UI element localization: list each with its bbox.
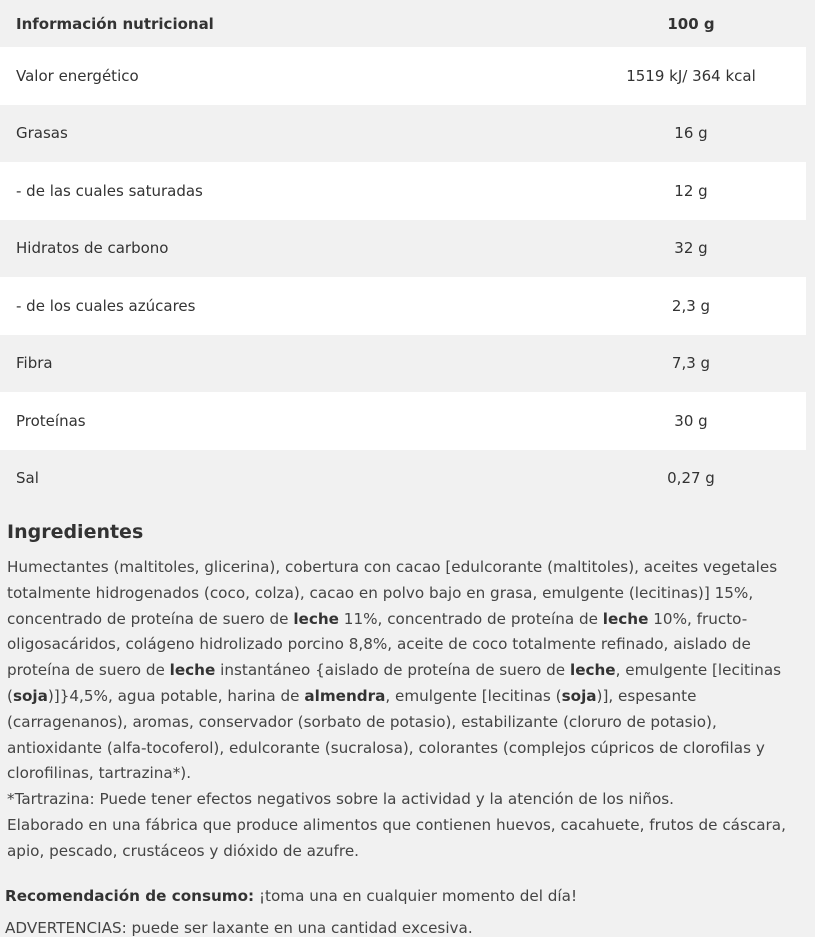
allergen-milk: leche bbox=[569, 661, 616, 680]
nutrient-label: Proteínas bbox=[16, 411, 86, 430]
table-row bbox=[0, 277, 806, 335]
nutrient-label: Valor energético bbox=[16, 66, 139, 85]
allergen-soy: soja bbox=[561, 686, 597, 705]
nutrient-value: 0,27 g bbox=[667, 469, 715, 488]
ingredients-segment: 10%, fructo-oligosacáridos, colágeno hidrolizado porcino 8,8%, aceite de coco totalmente refinado, aislado de proteína de suero de bbox=[7, 609, 751, 680]
ingredients-segment: , emulgente [lecitinas ( bbox=[7, 661, 782, 705]
nutrient-value: 12 g bbox=[674, 181, 708, 200]
table-row bbox=[0, 450, 806, 508]
ingredients-title: Ingredientes bbox=[7, 521, 144, 543]
ingredients-segment: )], espesante (carragenanos), aromas, conservador (sorbato de potasio), estabilizante (cloruro de potasio), antioxidante (alfa-tocoferol), edulcorante (sucralosa), colorantes (complejos cúpricos de clorofilas y clorofilinas, tartrazina*). bbox=[7, 686, 765, 783]
table-row bbox=[0, 105, 806, 163]
warning-text: ADVERTENCIAS: puede ser laxante en una cantidad excesiva. bbox=[5, 918, 473, 937]
table-row bbox=[0, 47, 806, 105]
nutrient-value: 32 g bbox=[674, 239, 708, 258]
table-row bbox=[0, 220, 806, 278]
nutrition-table-header bbox=[0, 0, 806, 47]
nutrient-label: - de los cuales azúcares bbox=[16, 296, 196, 315]
nutrient-value: 1519 kJ/ 364 kcal bbox=[626, 66, 756, 85]
allergen-almond: almendra bbox=[304, 686, 386, 705]
ingredients-segment: instantáneo {aislado de proteína de suero de bbox=[215, 661, 570, 680]
ingredients-segment: , emulgente [lecitinas ( bbox=[385, 686, 562, 705]
nutrient-label: Sal bbox=[16, 469, 39, 488]
nutrient-value: 30 g bbox=[674, 411, 708, 430]
table-row bbox=[0, 335, 806, 393]
table-row bbox=[0, 392, 806, 450]
recommendation-text: ¡toma una en cualquier momento del día! bbox=[254, 886, 578, 905]
ingredients-segment: Humectantes (maltitoles, glicerina), cobertura con cacao [edulcorante (maltitoles), aceites vegetales totalmente hidrogenados (coco, colza), cacao en polvo bajo en grasa, emulgente (lecitinas)] 15%, concentrado de proteína de suero de bbox=[7, 558, 778, 628]
ingredients-segment: )]}4,5%, agua potable, harina de bbox=[47, 686, 305, 705]
table-row bbox=[0, 162, 806, 220]
recommendation-label: Recomendación de consumo: bbox=[5, 886, 255, 905]
nutrient-value: 7,3 g bbox=[671, 354, 711, 373]
allergen-milk: leche bbox=[602, 609, 649, 628]
nutrition-header-value: 100 g bbox=[667, 14, 715, 33]
ingredients-segment: 11%, concentrado de proteína de bbox=[338, 609, 603, 628]
nutrient-label: Hidratos de carbono bbox=[16, 239, 169, 258]
ingredients-text bbox=[7, 555, 812, 865]
allergen-milk: leche bbox=[293, 609, 339, 628]
allergen-milk: leche bbox=[169, 661, 216, 680]
nutrient-value: 2,3 g bbox=[671, 296, 711, 315]
nutrient-label: Fibra bbox=[16, 354, 53, 373]
allergen-soy: soja bbox=[12, 686, 48, 705]
consumption-recommendation bbox=[5, 887, 815, 905]
nutrition-header-label: Información nutricional bbox=[16, 14, 214, 33]
tartrazine-note: *Tartrazina: Puede tener efectos negativos sobre la actividad y la atención de los niños. bbox=[7, 790, 674, 809]
allergen-factory-note: Elaborado en una fábrica que produce alimentos que contienen huevos, cacahuete, frutos de cáscara, apio, pescado, crustáceos y dióxido de azufre. bbox=[7, 815, 786, 860]
nutrient-label: - de las cuales saturadas bbox=[16, 181, 203, 200]
nutrient-value: 16 g bbox=[674, 124, 708, 143]
nutrient-label: Grasas bbox=[16, 124, 68, 143]
